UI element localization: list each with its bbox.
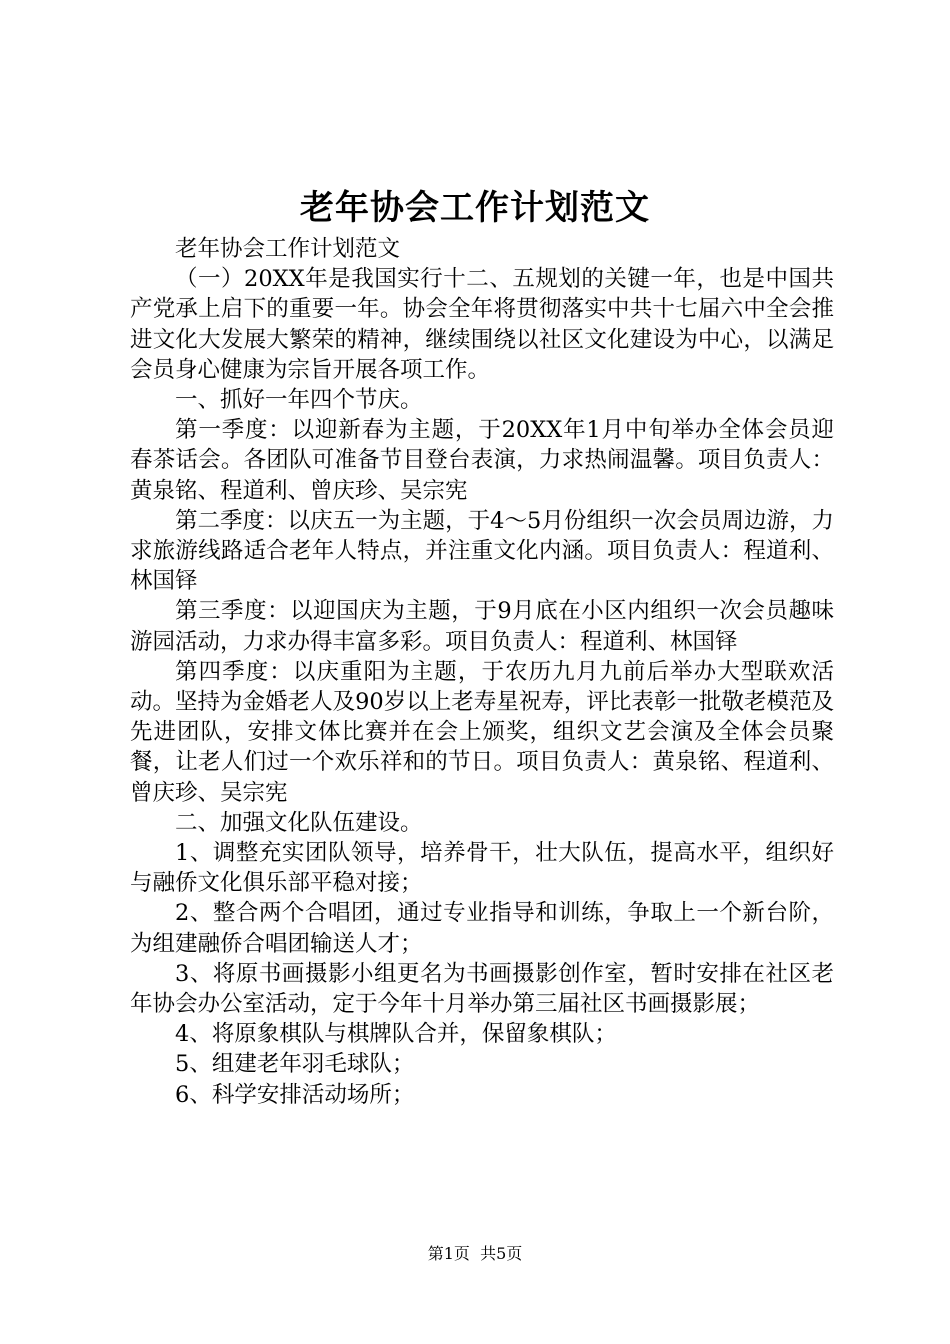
document-body bbox=[130, 234, 834, 1110]
paragraph: 老年协会工作计划范文 bbox=[175, 236, 401, 262]
paragraph: 一、抓好一年四个节庆。 bbox=[175, 387, 423, 414]
paragraph: 二、加强文化队伍建设。 bbox=[175, 809, 423, 836]
paragraph: 第三季度：以迎国庆为主题，于9月底在小区内组织一次会员趣味游园活动，力求办得丰富多彩。项目负责人：程道利、林国铎 bbox=[130, 598, 834, 655]
paragraph: 5、组建老年羽毛球队； bbox=[175, 1051, 415, 1078]
paragraph: 第一季度：以迎新春为主题，于20XX年1月中旬举办全体会员迎春茶话会。各团队可准备节目登台表演，力求热闹温馨。项目负责人：黄泉铭、程道利、曾庆珍、吴宗宪 bbox=[130, 417, 834, 504]
page-footer bbox=[0, 1243, 950, 1265]
page-number: 第1页 共5页 bbox=[427, 1244, 523, 1263]
paragraph: 第四季度：以庆重阳为主题，于农历九月九前后举办大型联欢活动。坚持为金婚老人及90岁以上老寿星祝寿，评比表彰一批敬老模范及先进团队，安排文体比赛并在会上颁奖，组织文艺会演及全体会员聚餐，让老人们过一个欢乐祥和的节日。项目负责人：黄泉铭、程道利、曾庆珍、吴宗宪 bbox=[130, 658, 834, 806]
paragraph: 6、科学安排活动场所； bbox=[175, 1081, 415, 1108]
paragraph: 4、将原象棋队与棋牌队合并，保留象棋队； bbox=[175, 1021, 617, 1048]
paragraph: 1、调整充实团队领导，培养骨干，壮大队伍，提高水平，组织好与融侨文化俱乐部平稳对接； bbox=[130, 840, 834, 897]
document-title: 老年协会工作计划范文 bbox=[300, 188, 650, 228]
paragraph: 2、整合两个合唱团，通过专业指导和训练，争取上一个新台阶，为组建融侨合唱团输送人才； bbox=[130, 900, 834, 957]
paragraph: （一）20XX年是我国实行十二、五规划的关键一年，也是中国共产党承上启下的重要一年。协会全年将贯彻落实中共十七届六中全会推进文化大发展大繁荣的精神，继续围绕以社区文化建设为中心，以满足会员身心健康为宗旨开展各项工作。 bbox=[130, 266, 834, 383]
paragraph: 第二季度：以庆五一为主题，于4～5月份组织一次会员周边游，力求旅游线路适合老年人特点，并注重文化内涵。项目负责人：程道利、林国铎 bbox=[130, 507, 834, 595]
paragraph: 3、将原书画摄影小组更名为书画摄影创作室，暂时安排在社区老年协会办公室活动，定于今年十月举办第三届社区书画摄影展； bbox=[130, 960, 834, 1018]
